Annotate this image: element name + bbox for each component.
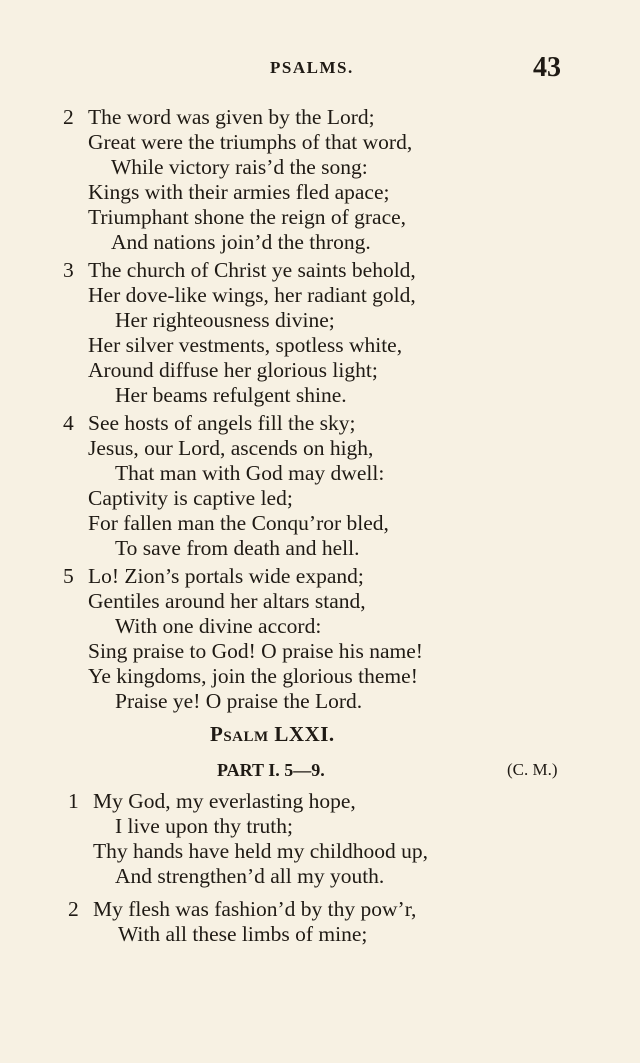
verse-line: I live upon thy truth; bbox=[115, 814, 293, 838]
verse-line: Her dove-like wings, her radiant gold, bbox=[88, 283, 416, 307]
verse-line: My God, my everlasting hope, bbox=[93, 789, 356, 813]
running-head bbox=[0, 52, 640, 84]
running-title: PSALMS. bbox=[270, 58, 354, 77]
verse-line: While victory rais’d the song: bbox=[111, 155, 368, 179]
verse-line: Triumphant shone the reign of grace, bbox=[88, 205, 407, 229]
stanza-number: 2 bbox=[63, 105, 74, 129]
verse-line: See hosts of angels fill the sky; bbox=[88, 411, 356, 435]
verse-line: Gentiles around her altars stand, bbox=[88, 589, 366, 613]
verse-line: Her silver vestments, spotless white, bbox=[88, 333, 403, 357]
stanza-number: 3 bbox=[63, 258, 74, 282]
verse-line: That man with God may dwell: bbox=[115, 461, 385, 485]
verse-line: Jesus, our Lord, ascends on high, bbox=[88, 436, 374, 460]
verse-line: And strengthen’d all my youth. bbox=[115, 864, 385, 888]
verse-line: With all these limbs of mine; bbox=[118, 922, 368, 946]
verse-line: Thy hands have held my childhood up, bbox=[93, 839, 428, 863]
stanza-number: 5 bbox=[63, 564, 74, 588]
verse-line: My flesh was fashion’d by thy pow’r, bbox=[93, 897, 417, 921]
verse-line: Her righteousness divine; bbox=[115, 308, 335, 332]
verse-line: Her beams refulgent shine. bbox=[115, 383, 347, 407]
verse-line: Sing praise to God! O praise his name! bbox=[88, 639, 423, 663]
stanza-number: 2 bbox=[68, 897, 79, 921]
verse-line: Around diffuse her glorious light; bbox=[88, 358, 378, 382]
verse-line: Captivity is captive led; bbox=[88, 486, 293, 510]
verse-line: Great were the triumphs of that word, bbox=[88, 130, 413, 154]
verse-line: And nations join’d the throng. bbox=[111, 230, 371, 254]
stanza-number: 4 bbox=[63, 411, 74, 435]
verse-line: Ye kingdoms, join the glorious theme! bbox=[88, 664, 418, 688]
psalm-title: Psalm LXXI. bbox=[210, 722, 335, 746]
verse-line: To save from death and hell. bbox=[115, 536, 360, 560]
verse-line: Kings with their armies fled apace; bbox=[88, 180, 390, 204]
verse-line: With one divine accord: bbox=[115, 614, 322, 638]
verse-line: The word was given by the Lord; bbox=[88, 105, 375, 129]
verse-line: Lo! Zion’s portals wide expand; bbox=[88, 564, 364, 588]
stanza-number: 1 bbox=[68, 789, 79, 813]
part-label: PART I. 5—9. bbox=[217, 760, 325, 780]
verse-line: The church of Christ ye saints behold, bbox=[88, 258, 416, 282]
page-number: 43 bbox=[533, 52, 561, 83]
verse-line: Praise ye! O praise the Lord. bbox=[115, 689, 363, 713]
meter-label: (C. M.) bbox=[507, 760, 558, 779]
verse-line: For fallen man the Conqu’ror bled, bbox=[88, 511, 389, 535]
